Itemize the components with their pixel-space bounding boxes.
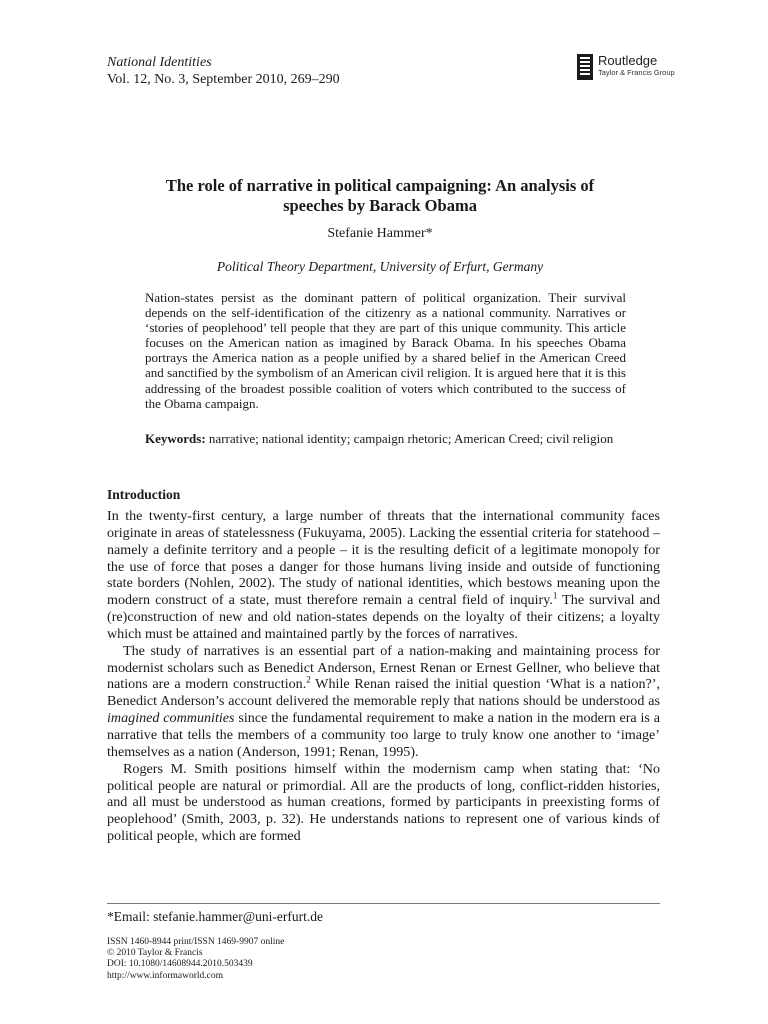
paragraph-2-emphasis: imagined communities: [107, 710, 235, 727]
paragraph-1-text-a: In the twenty-first century, a large number of threats that the international community faces originate in areas of statelessness (Fukuyama, 2005). Lacking the essential criteria for statehood – namely a definite territory and a people – it is the resulting deficit of a legitimate monopoly for the use of force that poses a danger for those humans living inside and outside of functioning state borders (Nohlen, 2002). The study of national identities, which bestows meaning upon the modern construct of a state, must therefore remain a central field of inquiry.: [107, 508, 660, 609]
body-paragraph-2: [107, 643, 660, 761]
paragraph-1-text-b: The survival and (re)construction of new and old nation-states depends on the loyalty of their citizens; a loyalty which must be attained and maintained partly by the forces of narratives.: [107, 592, 661, 642]
body-paragraph-3: Rogers M. Smith positions himself within the modernism camp when stating that: ‘No political people are natural or primordial. All are the products of long, conflict-ridden histories, and all must be understood as human creations, formed by participants in preexisting forms of peoplehood’ (Smith, 2003, p. 32). He understands nations to represent one of various kinds of political people, which are formed: [107, 760, 660, 845]
article-body: [107, 508, 660, 845]
article-author: Stefanie Hammer*: [327, 226, 433, 241]
paragraph-2-text-b: While Renan raised the initial question ‘What is a nation?’, Benedict Anderson’s account delivered the memorable reply that nations should be understood as: [107, 676, 661, 710]
keywords-list: narrative; national identity; campaign rhetoric; American Creed; civil religion: [208, 431, 614, 446]
article-keywords: [145, 431, 626, 446]
footnote-ref-2[interactable]: 2: [306, 674, 311, 685]
routledge-mark-icon: [577, 54, 593, 80]
author-email-footnote[interactable]: *Email: stefanie.hammer@uni-erfurt.de: [107, 909, 323, 924]
publisher-brand: Routledge: [598, 53, 658, 68]
journal-volume: Vol. 12, No. 3, September 2010, 269–290: [107, 72, 340, 87]
publisher-group: Taylor & Francis Group: [598, 68, 675, 77]
article-title: [107, 176, 653, 216]
article-title-line-2: speeches by Barack Obama: [283, 196, 477, 215]
journal-name: National Identities: [107, 55, 212, 70]
publication-imprint: [107, 937, 284, 982]
author-affiliation: Political Theory Department, University of Erfurt, Germany: [216, 259, 544, 274]
body-paragraph-1: [107, 508, 660, 643]
imprint-url[interactable]: http://www.informaworld.com: [107, 970, 224, 981]
journal-header: [107, 54, 340, 88]
footnote-ref-1[interactable]: 1: [552, 590, 558, 601]
keywords-label: Keywords:: [145, 431, 206, 446]
publisher-logo: [577, 52, 687, 82]
paragraph-2-text-a: The study of narratives is an essential part of a nation-making and maintaining process for modernist scholars such as Benedict Anderson, Ernest Renan or Ernest Gellner, who believe that nations are a modern construction.: [107, 642, 660, 693]
article-title-line-1: The role of narrative in political campaigning: An analysis of: [165, 176, 595, 195]
article-abstract: Nation-states persist as the dominant pattern of political organization. Their survival depends on the self-identification of the citizenry as a national community. Narratives or ‘stories of peoplehood’ tell people that they are part of this unique community. This article focuses on the American nation as imagined by Barack Obama. In his speeches Obama portrays the America nation as a people unified by a shared belief in the American Creed and sanctified by the symbolism of an American civil religion. It is argued here that it is this addressing of the broadest possible coalition of voters which contributed to the success of the Obama campaign.: [145, 290, 626, 411]
imprint-issn: ISSN 1460-8944 print/ISSN 1469-9907 online: [107, 937, 285, 947]
imprint-copyright: © 2010 Taylor & Francis: [107, 948, 203, 959]
section-heading-introduction: Introduction: [107, 487, 181, 502]
imprint-doi[interactable]: DOI: 10.1080/14608944.2010.503439: [107, 959, 253, 970]
footnote-divider: [107, 903, 660, 904]
paragraph-2-text-c: since the fundamental requirement to make a nation in the modern era is a narrative that tells the members of a community too large to truly know one another to ‘image’ themselves as a nation (Anderson, 1991; Renan, 1995).: [107, 710, 660, 760]
